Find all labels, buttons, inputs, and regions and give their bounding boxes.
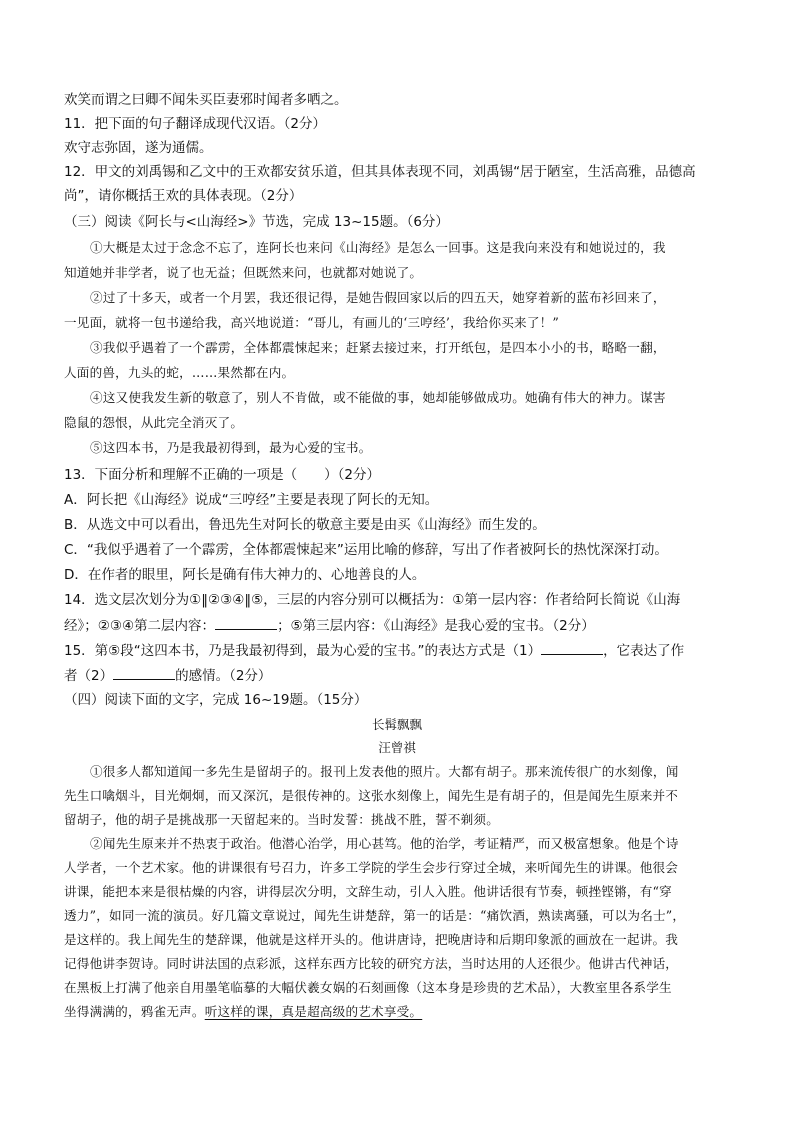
- passage-para-4-cont: 隐鼠的怨恨，从此完全消灭了。: [64, 415, 244, 430]
- text-line: 欢笑而谓之曰卿不闻朱买臣妻邪时闻者多哂之。: [64, 92, 348, 108]
- article-para-1-cont: 留胡子，他的胡子是挑战那一天留起来的。当时发誓：挑战不胜，誓不剃须。: [64, 812, 499, 827]
- passage-para-1-cont: 知道她并非学者，说了也无益；但既然来问，也就都对她说了。: [64, 265, 423, 280]
- article-author: 汪曾祺: [378, 740, 416, 755]
- question-13: 13．下面分析和理解不正确的一项是（ ）（2分）: [64, 467, 381, 483]
- article-title: 长髯飘飘: [371, 717, 422, 732]
- option-a: A．阿长把《山海经》说成“三哼经”主要是表现了阿长的无知。: [64, 492, 439, 508]
- article-para-2-cont: [64, 1002, 732, 1022]
- question-11-sentence: 欢守志弥固，遂为通儒。: [64, 140, 213, 156]
- question-15-text-4: 的感情。（2分）: [175, 668, 272, 684]
- passage-para-5: ⑤这四本书，乃是我最初得到，最为心爱的宝书。: [90, 440, 372, 455]
- article-para-1: ①很多人都知道闻一多先生是留胡子的。报刊上发表他的照片。大都有胡子。那来流传很广的水刻像，闻: [90, 764, 679, 779]
- article-para-2-cont: 是这样的。我上闻先生的楚辞课，他就是这样开头的。他讲唐诗，把晚唐诗和后期印象派的画放在一起讲。我: [64, 932, 679, 947]
- question-12: 12．甲文的刘禹锡和乙文中的王欢都安贫乐道，但其具体表现不同，刘禹锡“居于陋室，生活高雅，品德高: [64, 164, 696, 180]
- passage-para-1: ①大概是太过于念念不忘了，连阿长也来问《山海经》是怎么一回事。这是我向来没有和她说过的，我: [90, 240, 666, 255]
- question-15: [64, 640, 684, 661]
- passage-para-2-cont: 一见面，就将一包书递给我，高兴地说道：“哥儿，有画儿的‘三哼经’，我给你买来了！”: [64, 315, 560, 330]
- answer-blank-1[interactable]: [541, 640, 603, 655]
- passage-para-3-cont: 人面的兽，九头的蛇，……果然都在内。: [64, 365, 295, 380]
- question-14-text-2: ；⑤第三层内容：《山海经》是我心爱的宝书。（2分）: [277, 618, 595, 634]
- article-para-2-cont: 透力”，如同一流的演员。好几篇文章说过，闻先生讲楚辞，第一的话是：“痛饮酒，熟读离骚，可以为名士”，: [64, 908, 686, 923]
- answer-blank-2[interactable]: [113, 665, 175, 680]
- article-para-2-cont: 在黑板上打满了他亲自用墨笔临摹的大幅伏羲女娲的石刻画像（这本身是珍贵的艺术品），大教室里各系学生: [64, 980, 672, 995]
- question-15-text-2: ，它表达了作: [603, 643, 685, 659]
- question-14-cont: [64, 615, 595, 636]
- option-d: D．在作者的眼里，阿长是确有伟大神力的、心地善良的人。: [64, 567, 426, 583]
- answer-blank[interactable]: [215, 615, 277, 630]
- section-4-heading: （四）阅读下面的文字，完成 16~19题。（15分）: [64, 692, 368, 708]
- passage-para-2: ②过了十多天，或者一个月罢，我还很记得，是她告假回家以后的四五天，她穿着新的蓝布衫回来了，: [90, 290, 666, 305]
- passage-para-3: ③我似乎遇着了一个霹雳，全体都震悚起来；赶紧去接过来，打开纸包，是四本小小的书，略略一翻，: [90, 340, 666, 355]
- question-14-text-1: 经》；②③④第二层内容：: [64, 618, 216, 634]
- question-14: 14．选文层次划分为①‖②③④‖⑤，三层的内容分别可以概括为：①第一层内容：作者给阿长简说《山海: [64, 592, 681, 608]
- passage-para-4: ④这又使我发生新的敬意了，别人不肯做，或不能做的事，她却能够做成功。她确有伟大的神力。谋害: [90, 390, 666, 405]
- article-text: 坐得满满的，鸦雀无声。: [64, 1004, 205, 1019]
- question-15-cont: [64, 665, 271, 686]
- article-para-2-cont: 人学者，一个艺术家。他的讲课很有号召力，许多工学院的学生会步行穿过全城，来听闻先生的讲课。他很会: [64, 860, 679, 875]
- option-b: B．从选文中可以看出，鲁迅先生对阿长的敬意主要是由买《山海经》而生发的。: [64, 517, 546, 533]
- article-para-2-cont: 讲课，能把本来是很枯燥的内容，讲得层次分明，文辞生动，引人入胜。他讲话很有节奏，顿挫铿锵，有“穿: [64, 884, 672, 899]
- question-11: 11．把下面的句子翻译成现代汉语。（2分）: [64, 116, 327, 132]
- question-12-cont: 尚”，请你概括王欢的具体表现。（2分）: [64, 188, 303, 204]
- article-para-2-cont: 记得他讲李贺诗。同时讲法国的点彩派，这样东西方比较的研究方法，当时达用的人还很少。他讲古代神话，: [64, 956, 679, 971]
- article-para-1-cont: 先生口噙烟斗，目光炯炯，而又深沉，是很传神的。这张水刻像上，闻先生是有胡子的，但是闻先生原来并不: [64, 788, 679, 803]
- section-3-heading: （三）阅读《阿长与<山海经>》节选，完成 13~15题。（6分）: [64, 214, 449, 230]
- option-c: C．“我似乎遇着了一个霹雳，全体都震悚起来”运用比喻的修辞，写出了作者被阿长的热忱深深打动。: [64, 542, 668, 558]
- article-para-2: ②闻先生原来并不热衷于政治。他潜心治学，用心甚笃。他的治学，考证精严，而又极富想象。他是个诗: [90, 836, 679, 851]
- question-15-text-1: 15．第⑤段“这四本书，乃是我最初得到，最为心爱的宝书。”的表达方式是（1）: [64, 643, 542, 659]
- underlined-sentence: 听这样的课，真是超高级的艺术享受。: [204, 1004, 423, 1019]
- question-15-text-3: 者（2）: [64, 668, 114, 684]
